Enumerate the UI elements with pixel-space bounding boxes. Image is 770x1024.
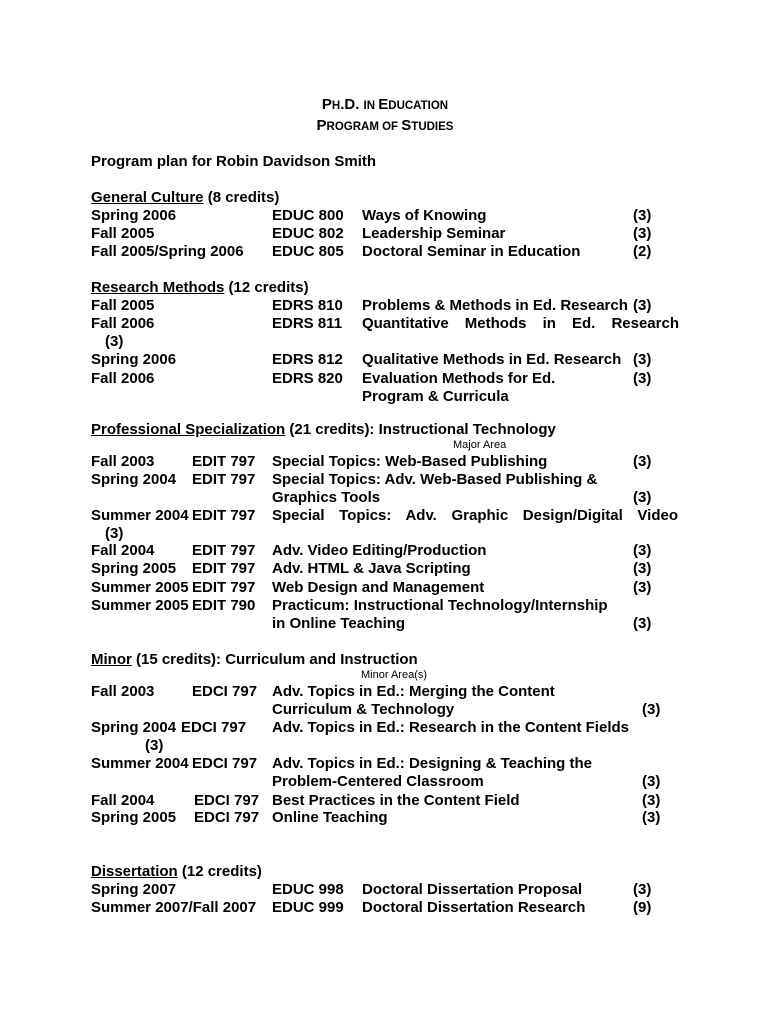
term: Fall 2003 <box>91 683 155 700</box>
title-text: H <box>331 100 341 112</box>
course-title: Problems & Methods in Ed. Research <box>362 297 628 314</box>
course-code: EDIT 797 <box>192 453 256 470</box>
course-title: Adv. Video Editing/Production <box>272 542 487 559</box>
course-code: EDUC 800 <box>272 207 344 224</box>
section-heading-dissertation <box>91 863 262 881</box>
course-credits: (3) <box>633 560 652 577</box>
subtitle-text: S <box>401 117 412 134</box>
course-credits: (3) <box>633 207 652 224</box>
course-code: EDUC 999 <box>272 899 344 916</box>
term: Summer 2004 <box>91 755 189 772</box>
title-text: IN <box>363 100 379 112</box>
course-title: Evaluation Methods for Ed. <box>362 370 556 387</box>
term: Fall 2006 <box>91 315 155 332</box>
course-credits: (3) <box>105 525 124 542</box>
term: Fall 2005/Spring 2006 <box>91 243 244 260</box>
course-code: EDIT 797 <box>192 471 256 488</box>
term: Fall 2004 <box>91 792 155 809</box>
course-credits: (3) <box>642 809 661 826</box>
course-title: Adv. Topics in Ed.: Research in the Content Fields <box>272 719 629 736</box>
section-credits: (12 credits) <box>177 863 262 880</box>
course-title: Best Practices in the Content Field <box>272 792 520 809</box>
course-code: EDIT 797 <box>192 579 256 596</box>
course-title: Leadership Seminar <box>362 225 506 242</box>
subtitle-text: ROGRAM OF <box>326 121 402 133</box>
course-title-continued: Program & Curricula <box>362 388 509 405</box>
course-credits: (3) <box>633 542 652 559</box>
term: Spring 2005 <box>91 560 177 577</box>
term: Fall 2003 <box>91 453 155 470</box>
course-credits: (3) <box>633 615 652 632</box>
course-credits: (9) <box>633 899 652 916</box>
course-title: Special Topics: Web-Based Publishing <box>272 453 548 470</box>
term: Fall 2006 <box>91 370 155 387</box>
title-text: DUCATION <box>388 100 449 112</box>
course-credits: (3) <box>633 297 652 314</box>
course-title: Doctoral Seminar in Education <box>362 243 581 260</box>
course-title: Doctoral Dissertation Proposal <box>362 881 583 898</box>
course-code: EDCI 797 <box>194 809 260 826</box>
course-code: EDCI 797 <box>194 792 260 809</box>
course-title: Ways of Knowing <box>362 207 487 224</box>
course-credits: (3) <box>642 792 661 809</box>
course-title-continued: Curriculum & Technology <box>272 701 455 718</box>
course-credits: (3) <box>642 701 661 718</box>
course-title: Adv. Topics in Ed.: Designing & Teaching the <box>272 755 593 772</box>
course-credits: (3) <box>633 351 652 368</box>
course-title-continued: in Online Teaching <box>272 615 406 632</box>
course-code: EDIT 790 <box>192 597 256 614</box>
section-credits: (15 credits): Curriculum and Instruction <box>131 651 418 668</box>
course-title: Quantitative Methods in Ed. Research <box>362 315 679 332</box>
term: Fall 2004 <box>91 542 155 559</box>
course-title: Practicum: Instructional Technology/Internship <box>272 597 608 614</box>
course-code: EDRS 810 <box>272 297 343 314</box>
term: Fall 2005 <box>91 297 155 314</box>
section-credits: (21 credits): Instructional Technology <box>285 421 556 438</box>
course-credits: (3) <box>633 579 652 596</box>
program-plan-line: Program plan for Robin Davidson Smith <box>91 153 377 170</box>
term: Spring 2004 <box>91 471 177 488</box>
term: Summer 2007/Fall 2007 <box>91 899 257 916</box>
course-credits: (3) <box>642 773 661 790</box>
course-credits: (2) <box>633 243 652 260</box>
section-name: Research Methods <box>91 279 225 296</box>
course-credits: (3) <box>633 489 652 506</box>
term: Spring 2004 <box>91 719 177 736</box>
course-title: Special Topics: Adv. Graphic Design/Digital Video <box>272 507 678 524</box>
subtitle-text: P <box>316 117 327 134</box>
section-name: General Culture <box>91 189 204 206</box>
term: Spring 2006 <box>91 207 177 224</box>
course-credits: (3) <box>105 333 124 350</box>
term: Spring 2005 <box>91 809 177 826</box>
course-title: Online Teaching <box>272 809 388 826</box>
course-credits: (3) <box>633 370 652 387</box>
term: Fall 2005 <box>91 225 155 242</box>
course-code: EDRS 820 <box>272 370 343 387</box>
section-heading-minor <box>91 651 418 669</box>
course-credits: (3) <box>633 225 652 242</box>
course-title: Doctoral Dissertation Research <box>362 899 586 916</box>
section-name: Dissertation <box>91 863 178 880</box>
course-code: EDRS 812 <box>272 351 343 368</box>
term: Summer 2004 <box>91 507 189 524</box>
term: Spring 2006 <box>91 351 177 368</box>
area-note: Minor Area(s) <box>361 669 428 681</box>
course-title: Adv. HTML & Java Scripting <box>272 560 471 577</box>
section-credits: (12 credits) <box>224 279 309 296</box>
course-title: Adv. Topics in Ed.: Merging the Content <box>272 683 555 700</box>
course-code: EDIT 797 <box>192 542 256 559</box>
section-name: Professional Specialization <box>91 421 286 438</box>
term: Spring 2007 <box>91 881 177 898</box>
subtitle-text: TUDIES <box>411 121 454 133</box>
term: Summer 2005 <box>91 579 189 596</box>
course-code: EDIT 797 <box>192 507 256 524</box>
course-code: EDIT 797 <box>192 560 256 577</box>
section-heading-research-methods <box>91 279 309 297</box>
area-note: Major Area <box>453 439 507 451</box>
page-subtitle <box>0 117 770 136</box>
course-title: Qualitative Methods in Ed. Research <box>362 351 622 368</box>
course-code: EDRS 811 <box>272 315 343 332</box>
term: Summer 2005 <box>91 597 189 614</box>
course-code: EDUC 805 <box>272 243 344 260</box>
course-title: Special Topics: Adv. Web-Based Publishing & <box>272 471 598 488</box>
course-credits: (3) <box>633 881 652 898</box>
section-heading-general-culture <box>91 189 279 207</box>
section-heading-professional <box>91 421 556 439</box>
course-title-continued: Graphics Tools <box>272 489 381 506</box>
page-title <box>0 96 770 115</box>
course-title-continued: Problem-Centered Classroom <box>272 773 484 790</box>
title-text: P <box>321 96 332 113</box>
course-code: EDUC 802 <box>272 225 344 242</box>
section-name: Minor <box>91 651 132 668</box>
course-title: Web Design and Management <box>272 579 485 596</box>
course-code: EDCI 797 <box>192 755 258 772</box>
course-credits: (3) <box>145 737 164 754</box>
course-credits: (3) <box>633 453 652 470</box>
course-code: EDUC 998 <box>272 881 344 898</box>
course-code: EDCI 797 <box>181 719 247 736</box>
title-text: E <box>378 96 389 113</box>
section-credits: (8 credits) <box>203 189 280 206</box>
course-code: EDCI 797 <box>192 683 258 700</box>
title-text: .D. <box>340 96 364 113</box>
